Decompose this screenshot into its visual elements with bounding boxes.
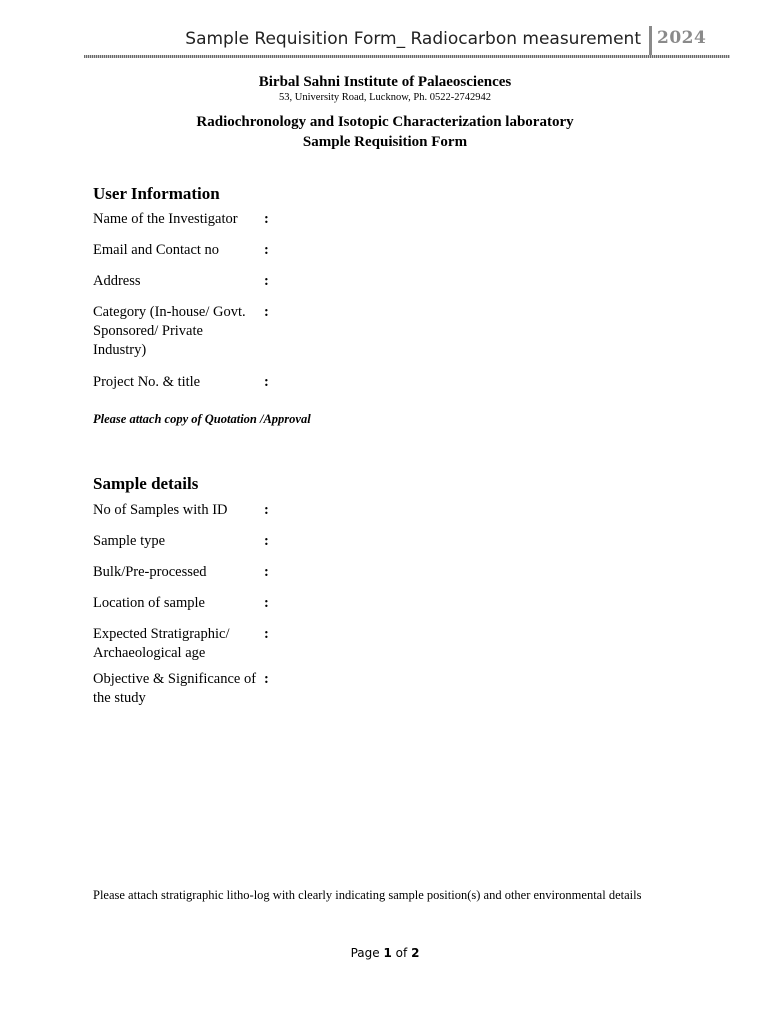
field-colon: :: [264, 304, 269, 320]
field-label-address: Address: [93, 273, 141, 289]
field-colon: :: [264, 374, 269, 390]
field-colon: :: [264, 671, 269, 687]
institute-address: 53, University Road, Lucknow, Ph. 0522-2742942: [279, 92, 491, 103]
page-number: [0, 946, 770, 960]
header-rule: [84, 55, 730, 58]
field-label-sample-type: Sample type: [93, 533, 166, 549]
field-colon: :: [264, 273, 269, 289]
field-label-investigator: Name of the Investigator: [93, 211, 238, 227]
form-title: Sample Requisition Form: [302, 134, 468, 150]
lab-name: Radiochronology and Isotopic Characterization laboratory: [196, 114, 574, 130]
header-title: Sample Requisition Form_ Radiocarbon measurement: [185, 29, 641, 49]
field-label-objective: Objective & Significance of the study: [93, 671, 257, 706]
field-label-email: Email and Contact no: [93, 242, 220, 258]
page-word: Page: [350, 946, 380, 960]
sample-details-heading: Sample details: [93, 474, 199, 493]
field-label-project: Project No. & title: [93, 374, 201, 390]
field-label-location: Location of sample: [93, 595, 205, 611]
field-label-samples: No of Samples with ID: [93, 502, 228, 518]
field-colon: :: [264, 211, 269, 227]
of-word: of: [395, 946, 408, 960]
institute-name: Birbal Sahni Institute of Palaeosciences: [258, 74, 512, 90]
quotation-note: Please attach copy of Quotation /Approval: [93, 412, 311, 426]
header-year: 2024: [657, 28, 707, 48]
field-colon: :: [264, 595, 269, 611]
field-label-category: Category (In-house/ Govt. Sponsored/ Private Industry): [93, 304, 246, 358]
field-colon: :: [264, 533, 269, 549]
page-total: 2: [411, 946, 420, 960]
field-label-age: Expected Stratigraphic/ Archaeological age: [93, 626, 230, 661]
field-colon: :: [264, 502, 269, 518]
field-colon: :: [264, 564, 269, 580]
page-current: 1: [383, 946, 392, 960]
field-colon: :: [264, 626, 269, 642]
header-divider: [649, 26, 652, 57]
field-colon: :: [264, 242, 269, 258]
user-info-heading: User Information: [93, 184, 220, 203]
field-label-bulk: Bulk/Pre-processed: [93, 564, 207, 580]
litho-log-note: Please attach stratigraphic litho-log with clearly indicating sample position(s) and other environmental details: [93, 888, 642, 902]
